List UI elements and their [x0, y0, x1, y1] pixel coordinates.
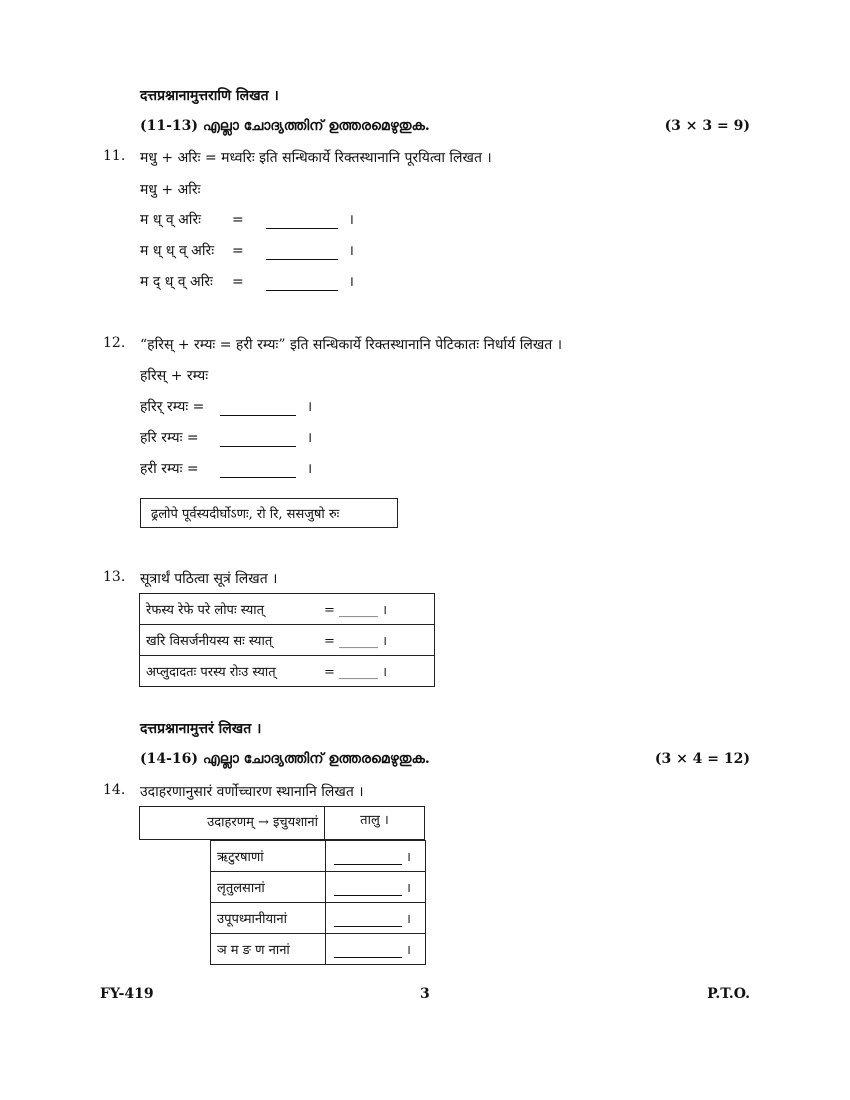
- danda: ।: [406, 850, 411, 865]
- danda: ।: [348, 274, 354, 290]
- question-number: 11.: [103, 148, 126, 164]
- danda: ।: [348, 243, 354, 259]
- answer-blank[interactable]: [266, 245, 338, 260]
- example-item: ञ म ङ ण नानां: [211, 934, 326, 965]
- answer-blank[interactable]: [334, 943, 402, 958]
- table-row: [211, 903, 426, 934]
- question-number: 13.: [103, 569, 126, 585]
- answer-blank[interactable]: [334, 912, 402, 927]
- example-header-right: तालु ।: [324, 806, 425, 840]
- table-cell: [326, 934, 426, 965]
- question-text: सूत्रार्थं पठित्वा सूत्रं लिखत ।: [140, 571, 278, 587]
- equals-sign: =: [232, 243, 244, 259]
- section-title: दत्तप्रश्नानामुत्तराणि लिखत ।: [140, 88, 279, 104]
- fill-line: [140, 272, 354, 291]
- table-row: [211, 934, 426, 965]
- table-row: [140, 656, 435, 687]
- example-item: ऋटुरषाणां: [211, 841, 326, 872]
- fill-line: [140, 428, 312, 447]
- fill-label: हरि रम्यः =: [140, 430, 199, 446]
- danda: ।: [306, 461, 313, 477]
- question-base: मधु + अरिः: [140, 182, 201, 198]
- question-text: “हरिस् + रम्यः = हरी रम्यः” इति सन्धिकार्ये रिक्तस्थानानि पेटिकातः निर्धार्य लिखत ।: [140, 337, 563, 353]
- section-marks: (3 × 3 = 9): [664, 118, 750, 134]
- danda: ।: [348, 212, 354, 228]
- table-row: [211, 872, 426, 903]
- answer-blank[interactable]: [334, 881, 402, 896]
- example-item: उपूपध्मानीयानां: [211, 903, 326, 934]
- fill-label: म ध् ध् व् अरिः: [140, 243, 215, 259]
- table-cell: [140, 656, 435, 687]
- fill-line: [140, 241, 354, 260]
- page-number: 3: [420, 986, 430, 1002]
- table-cell: [140, 625, 435, 656]
- table-cell: [326, 841, 426, 872]
- section-title: दत्तप्रश्नानामुत्तरं लिखत ।: [140, 721, 262, 737]
- section-instruction: (14-16) എല്ലാ ചോദ്യത്തിന് ഉത്തരമെഴുതുക.: [140, 751, 430, 767]
- answer-blank[interactable]: [220, 463, 296, 478]
- pto-label: P.T.O.: [707, 986, 750, 1002]
- fill-label: म ध् व् अरिः: [140, 212, 201, 228]
- question-number: 14.: [103, 782, 126, 798]
- answer-blank[interactable]: [266, 214, 338, 229]
- sutra-table: [139, 593, 435, 687]
- exam-code: FY-419: [100, 986, 154, 1002]
- section-instruction: (11-13) എല്ലാ ചോദ്യത്തിന് ഉത്തരമെഴുതുക.: [140, 118, 430, 134]
- fill-line: [140, 397, 312, 416]
- table-row: [211, 841, 426, 872]
- example-table: [210, 840, 426, 965]
- sutra-meaning: रेफस्य रेफे परे लोपः स्यात्: [146, 603, 265, 618]
- table-row: [140, 594, 435, 625]
- answer-blank[interactable]: = ______ ।: [324, 603, 388, 618]
- danda: ।: [406, 881, 411, 896]
- fill-label: म द् ध् व् अरिः: [140, 274, 213, 290]
- answer-blank[interactable]: = ______ ।: [324, 665, 388, 680]
- danda: ।: [406, 943, 411, 958]
- section-marks: (3 × 4 = 12): [654, 751, 750, 767]
- fill-label: हरी रम्यः =: [140, 461, 199, 477]
- example-item: लृतुलसानां: [211, 872, 326, 903]
- example-header-left: उदाहरणम् → इचुयशानां: [139, 806, 325, 840]
- question-number: 12.: [103, 335, 126, 351]
- danda: ।: [406, 912, 411, 927]
- hint-box: ढ्रलोपे पूर्वस्यदीर्घोऽणः, रो रि, ससजुषो रुः: [140, 498, 398, 528]
- answer-blank[interactable]: [266, 276, 338, 291]
- sutra-meaning: अप्लुदादतः परस्य रोःउ स्यात्: [146, 665, 276, 680]
- sutra-meaning: खरि विसर्जनीयस्य सः स्यात्: [146, 634, 273, 649]
- danda: ।: [306, 430, 313, 446]
- danda: ।: [306, 399, 313, 415]
- table-cell: [326, 872, 426, 903]
- fill-line: [140, 459, 312, 478]
- answer-blank[interactable]: [220, 432, 296, 447]
- equals-sign: =: [232, 274, 244, 290]
- fill-line: [140, 210, 354, 229]
- equals-sign: =: [232, 212, 244, 228]
- question-text: उदाहरणानुसारं वर्णोच्चारण स्थानानि लिखत ।: [140, 784, 364, 800]
- table-cell: [326, 903, 426, 934]
- question-text: मधु + अरिः = मध्वरिः इति सन्धिकार्ये रिक्तस्थानानि पूरयित्वा लिखत ।: [140, 150, 492, 166]
- question-base: हरिस् + रम्यः: [140, 368, 209, 384]
- answer-blank[interactable]: [220, 401, 296, 416]
- answer-blank[interactable]: = ______ ।: [324, 634, 388, 649]
- table-row: [140, 625, 435, 656]
- answer-blank[interactable]: [334, 850, 402, 865]
- fill-label: हरिर् रम्यः =: [140, 399, 205, 415]
- table-cell: [140, 594, 435, 625]
